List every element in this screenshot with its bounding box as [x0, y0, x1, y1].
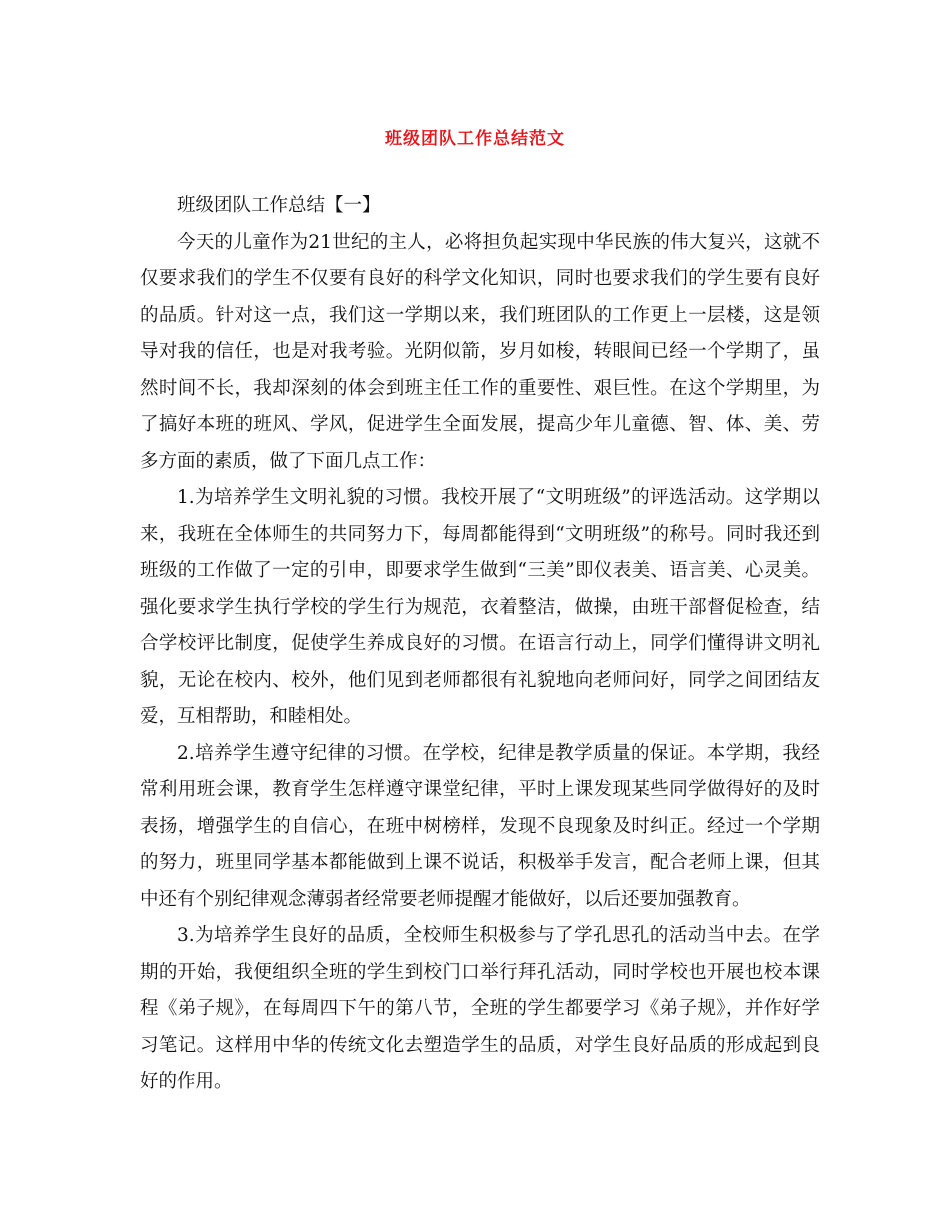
- document-body: [140, 188, 820, 1101]
- paragraph-item-2: 2.培养学生遵守纪律的习惯。在学校，纪律是教学质量的保证。本学期，我经常利用班会课，教育学生怎样遵守课堂纪律，平时上课发现某些同学做得好的及时表扬，增强学生的自信心，在班中树榜样，发现不良现象及时纠正。经过一个学期的努力，班里同学基本都能做到上课不说话，积极举手发言，配合老师上课，但其中还有个别纪律观念薄弱者经常要老师提醒才能做好，以后还要加强教育。: [140, 742, 820, 910]
- section-heading: 班级团队工作总结【一】: [177, 195, 381, 216]
- document-title: 班级团队工作总结范文: [385, 129, 565, 149]
- paragraph-item-3: 3.为培养学生良好的品质，全校师生积极参与了学孔思孔的活动当中去。在学期的开始，我便组织全班的学生到校门口举行拜孔活动，同时学校也开展也校本课程《弟子规》，在每周四下午的第八节，全班的学生都要学习《弟子规》，并作好学习笔记。这样用中华的传统文化去塑造学生的品质，对学生良好品质的形成起到良好的作用。: [140, 925, 820, 1092]
- paragraph-item-1: 1.为培养学生文明礼貌的习惯。我校开展了“文明班级”的评选活动。这学期以来，我班在全体师生的共同努力下，每周都能得到“文明班级”的称号。同时我还到班级的工作做了一定的引申，即要求学生做到“三美”即仪表美、语言美、心灵美。强化要求学生执行学校的学生行为规范，衣着整洁，做操，由班干部督促检查，结合学校评比制度，促使学生养成良好的习惯。在语言行动上，同学们懂得讲文明礼貌，无论在校内、校外，他们见到老师都很有礼貌地向老师问好，同学之间团结友爱，互相帮助，和睦相处。: [140, 487, 820, 727]
- intro-paragraph: 今天的儿童作为21世纪的主人，必将担负起实现中华民族的伟大复兴，这就不仅要求我们的学生不仅要有良好的科学文化知识，同时也要求我们的学生要有良好的品质。针对这一点，我们这一学期以来，我们班团队的工作更上一层楼，这是领导对我的信任，也是对我考验。光阴似箭，岁月如梭，转眼间已经一个学期了，虽然时间不长，我却深刻的体会到班主任工作的重要性、艰巨性。在这个学期里，为了搞好本班的班风、学风，促进学生全面发展，提高少年儿童德、智、体、美、劳多方面的素质，做了下面几点工作：: [140, 231, 820, 472]
